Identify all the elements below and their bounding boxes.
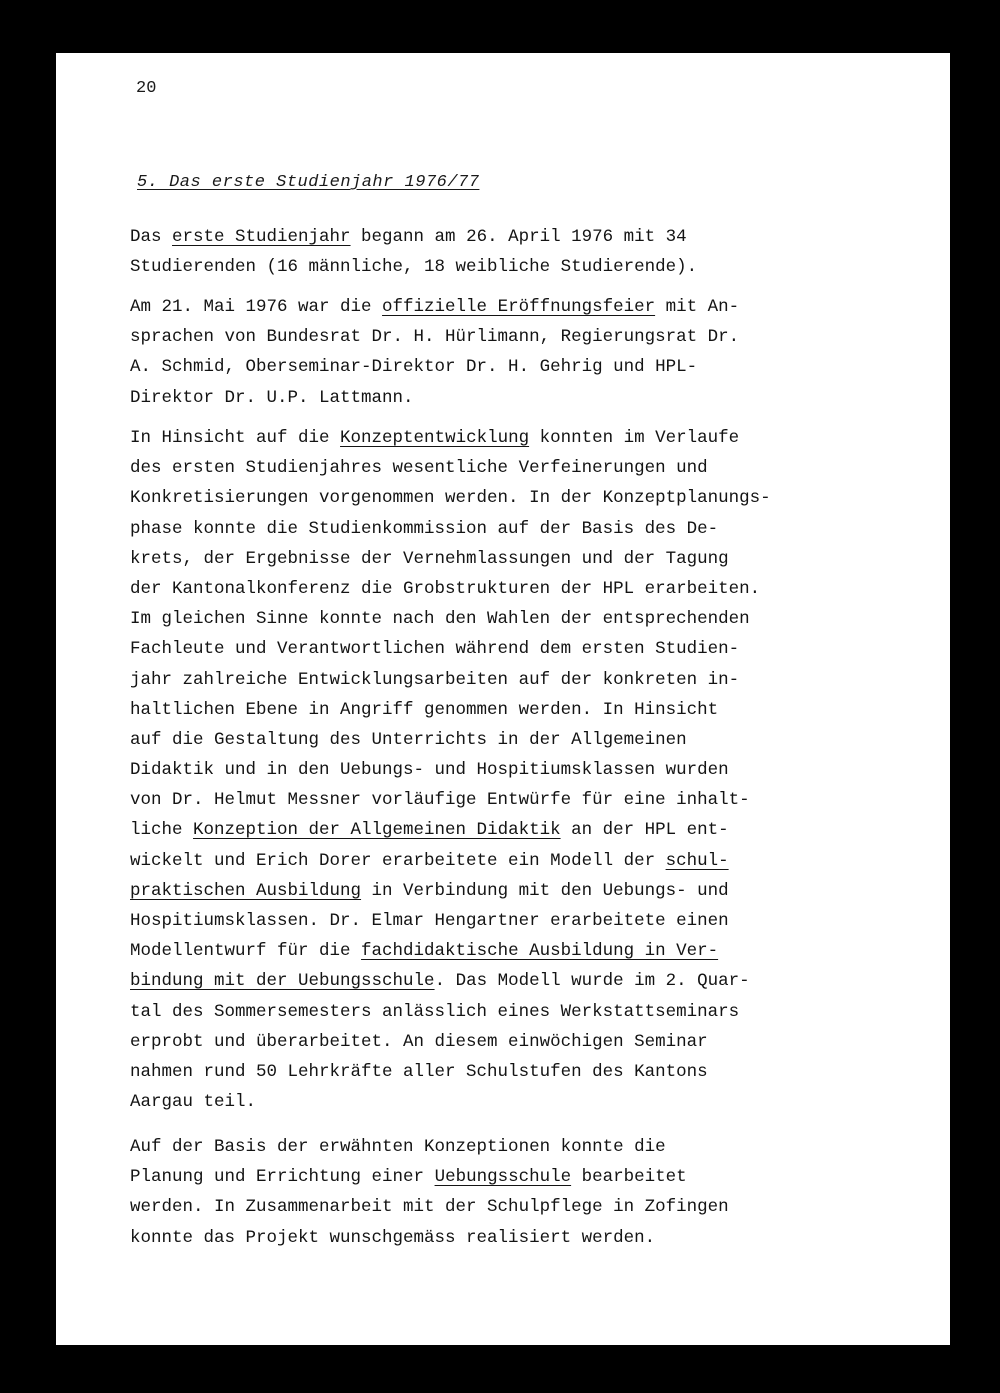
section-heading: 5. Das erste Studienjahr 1976/77: [137, 173, 480, 192]
paragraph-concept-development: [130, 423, 771, 1117]
text-line: [130, 966, 771, 996]
text-segment: werden. In Zusammenarbeit mit der Schulpflege in Zofingen: [130, 1197, 729, 1218]
text-line: [130, 292, 739, 322]
text-segment: Am 21. Mai 1976 war die: [130, 297, 383, 317]
text-line: [130, 695, 771, 725]
text-line: [130, 252, 697, 282]
underlined-term: Konzeption der Allgemeinen Didaktik: [193, 820, 561, 841]
text-segment: Fachleute und Verantwortlichen während dem ersten Studien-: [130, 639, 740, 660]
underlined-term: Uebungsschule: [434, 1167, 572, 1188]
text-segment: wickelt und Erich Dorer erarbeitete ein Modell der: [130, 850, 666, 871]
text-segment: von Dr. Helmut Messner vorläufige Entwürfe für eine inhalt-: [130, 790, 750, 811]
text-line: [130, 785, 771, 815]
underlined-term: erste Studienjahr: [172, 227, 351, 247]
text-segment: Das: [130, 227, 173, 247]
text-line: [130, 352, 739, 382]
text-segment: nahmen rund 50 Lehrkräfte aller Schulstufen des Kantons: [130, 1061, 708, 1082]
text-segment: . Das Modell wurde im 2. Quar-: [434, 971, 750, 992]
text-segment: begann am 26. April 1976 mit 34: [350, 227, 687, 247]
text-segment: Konkretisierungen vorgenommen werden. In der Konzeptplanungs-: [130, 488, 771, 509]
text-line: [130, 544, 771, 574]
underlined-term: bindung mit der Uebungsschule: [130, 971, 435, 992]
text-segment: krets, der Ergebnisse der Vernehmlassungen und der Tagung: [130, 548, 729, 569]
text-line: [130, 604, 771, 634]
text-line: [130, 1132, 729, 1162]
text-segment: auf die Gestaltung des Unterrichts in der Allgemeinen: [130, 729, 687, 750]
paragraph-practice-school: [130, 1132, 729, 1253]
underlined-term: praktischen Ausbildung: [130, 880, 362, 901]
text-segment: liche: [130, 820, 194, 841]
text-segment: Auf der Basis der erwähnten Konzeptionen konnte die: [130, 1137, 666, 1157]
paragraph-first-study-year: [130, 222, 697, 282]
text-segment: haltlichen Ebene in Angriff genommen werden. In Hinsicht: [130, 699, 719, 720]
text-segment: konnten im Verlaufe: [529, 428, 740, 448]
text-segment: phase konnte die Studienkommission auf der Basis des De-: [130, 518, 719, 539]
text-segment: konnte das Projekt wunschgemäss realisiert werden.: [130, 1227, 656, 1248]
underlined-term: schul-: [665, 850, 729, 871]
text-line: [130, 997, 771, 1027]
text-line: [130, 755, 771, 785]
text-line: [130, 906, 771, 936]
text-segment: an der HPL ent-: [560, 820, 729, 841]
text-segment: Planung und Errichtung einer: [130, 1167, 435, 1188]
text-segment: in Verbindung mit den Uebungs- und: [361, 880, 729, 901]
text-line: [130, 423, 771, 453]
text-segment: mit An-: [655, 297, 740, 317]
text-segment: Hospitiumsklassen. Dr. Elmar Hengartner erarbeitete einen: [130, 911, 729, 931]
text-line: [130, 936, 771, 966]
text-line: [130, 665, 771, 695]
underlined-term: offizielle Eröffnungsfeier: [382, 297, 656, 317]
text-segment: Studierenden (16 männliche, 18 weibliche Studierende).: [130, 257, 698, 278]
text-line: [130, 1162, 729, 1192]
text-segment: In Hinsicht auf die: [130, 428, 341, 448]
text-segment: Modellentwurf für die: [130, 941, 362, 962]
text-segment: erprobt und überarbeitet. An diesem einwöchigen Seminar: [130, 1031, 708, 1052]
text-segment: Direktor Dr. U.P. Lattmann.: [130, 387, 414, 408]
text-line: [130, 846, 771, 876]
text-line: [130, 1192, 729, 1222]
text-line: [130, 514, 771, 544]
text-line: [130, 222, 697, 252]
document-page: [56, 53, 950, 1345]
text-segment: des ersten Studienjahres wesentliche Verfeinerungen und: [130, 458, 708, 479]
text-segment: tal des Sommersemesters anlässlich eines Werkstattseminars: [130, 1001, 740, 1022]
text-segment: jahr zahlreiche Entwicklungsarbeiten auf der konkreten in-: [130, 669, 740, 690]
text-segment: bearbeitet: [571, 1167, 687, 1188]
text-line: [130, 383, 739, 413]
text-line: [130, 322, 739, 352]
text-segment: der Kantonalkonferenz die Grobstrukturen der HPL erarbeiten.: [130, 578, 761, 599]
text-line: [130, 725, 771, 755]
paragraph-opening-ceremony: [130, 292, 739, 413]
text-line: [130, 483, 771, 513]
text-line: [130, 453, 771, 483]
text-line: [130, 634, 771, 664]
page-number: 20: [136, 79, 157, 98]
text-line: [130, 876, 771, 906]
text-line: [130, 574, 771, 604]
text-line: [130, 1027, 771, 1057]
text-segment: Didaktik und in den Uebungs- und Hospitiumsklassen wurden: [130, 760, 729, 781]
text-line: [130, 1057, 771, 1087]
underlined-term: fachdidaktische Ausbildung in Ver-: [361, 941, 719, 962]
text-segment: sprachen von Bundesrat Dr. H. Hürlimann, Regierungsrat Dr.: [130, 327, 740, 348]
text-line: [130, 815, 771, 845]
text-line: [130, 1087, 771, 1117]
underlined-term: Konzeptentwicklung: [340, 428, 530, 448]
text-segment: Im gleichen Sinne konnte nach den Wahlen der entsprechenden: [130, 609, 750, 630]
text-line: [130, 1223, 729, 1253]
text-segment: Aargau teil.: [130, 1092, 257, 1113]
text-segment: A. Schmid, Oberseminar-Direktor Dr. H. Gehrig und HPL-: [130, 357, 698, 378]
